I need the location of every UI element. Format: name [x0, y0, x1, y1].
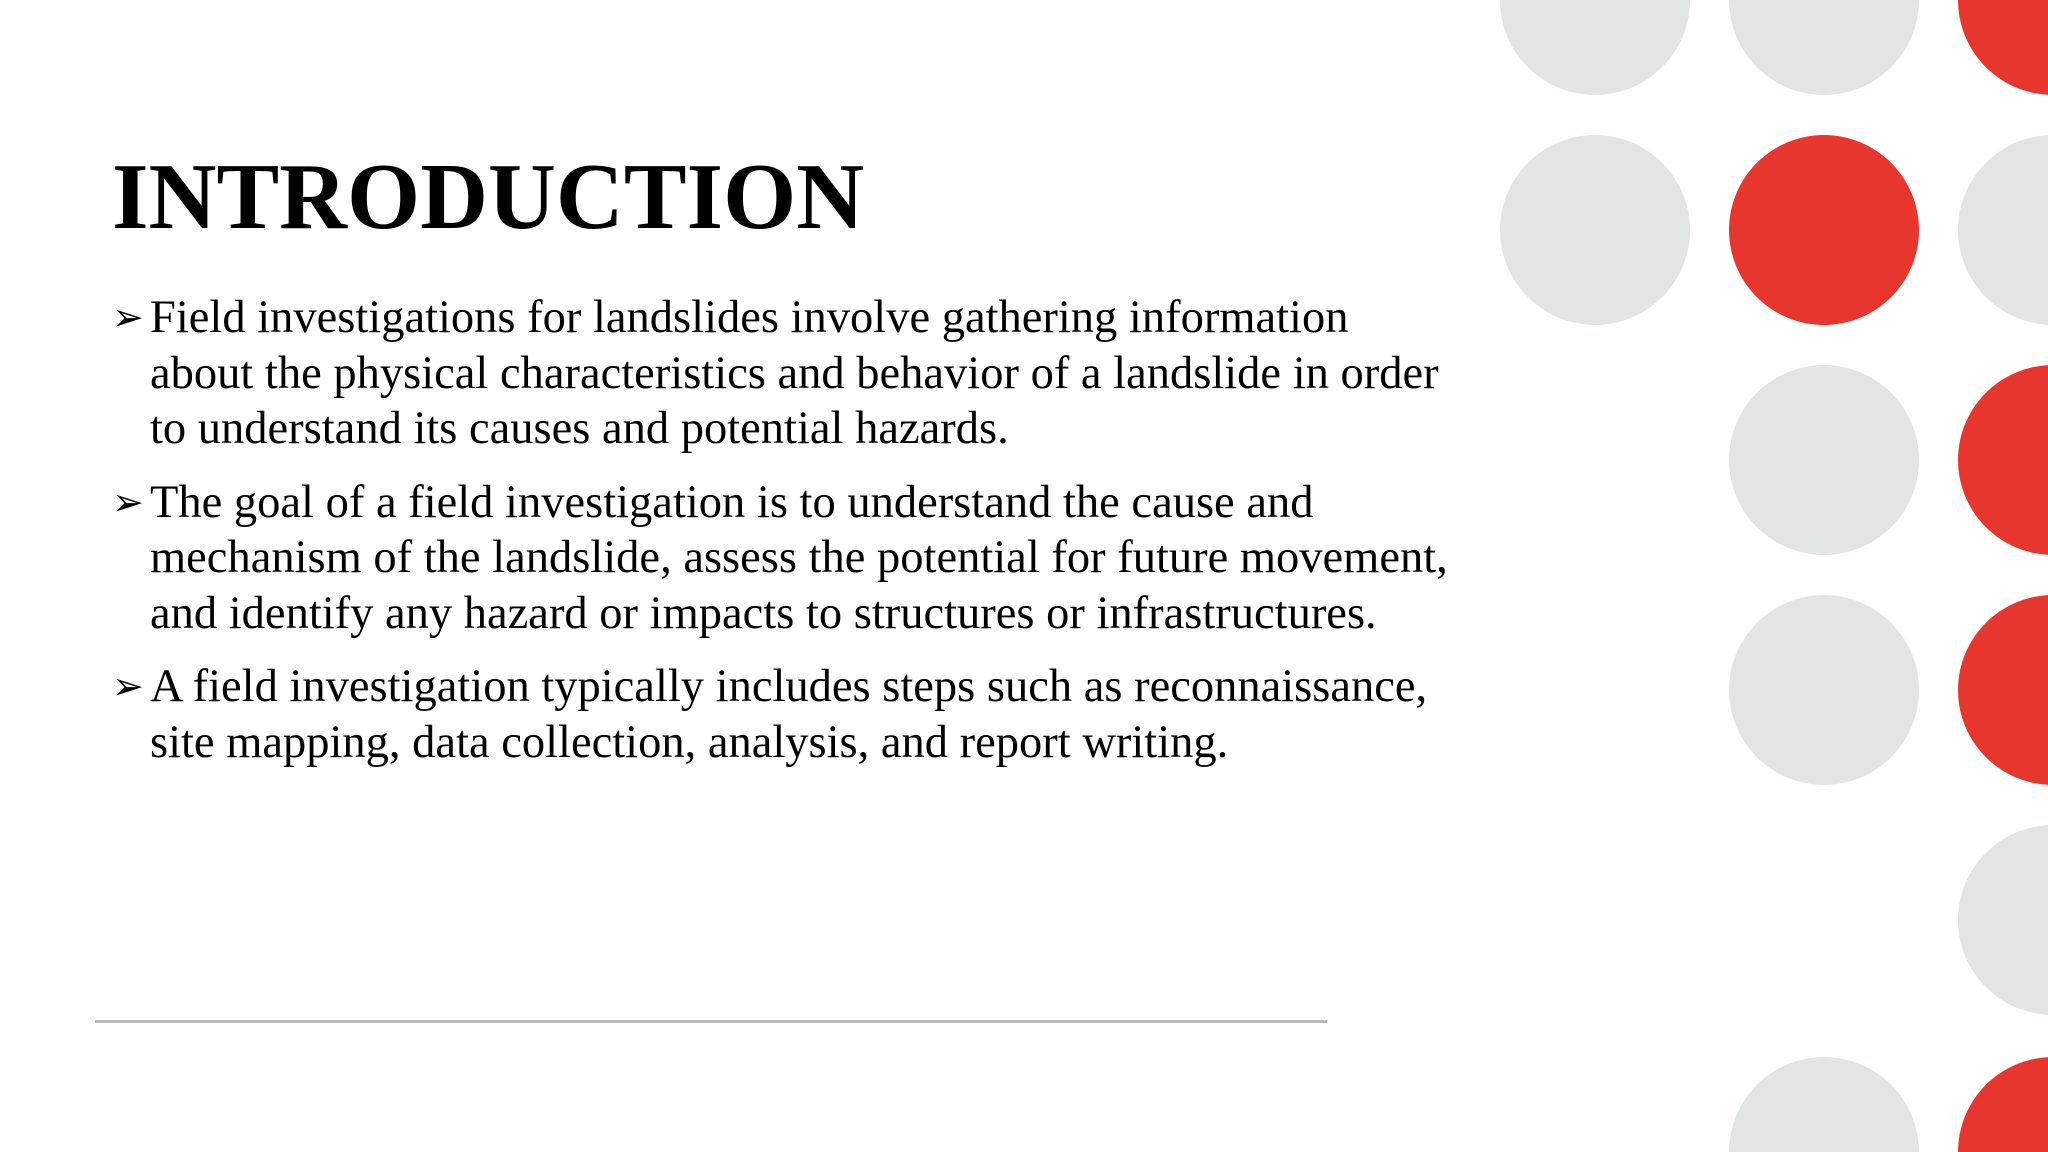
- gray-dot: [1958, 825, 2048, 1015]
- bullet-list: [112, 290, 1452, 788]
- arrow-bullet-icon: ➢: [112, 479, 144, 524]
- red-dot: [1958, 0, 2048, 95]
- bullet-text: A field investigation typically includes steps such as reconnaissance, site mapping, data collection, analysis, and report writing.: [150, 661, 1428, 768]
- red-dot: [1958, 1057, 2048, 1152]
- bullet-text: The goal of a field investigation is to understand the cause and mechanism of the landslide, assess the potential for future movement, and identify any hazard or impacts to structures or infrastructures.: [150, 476, 1448, 639]
- red-dot: [1729, 135, 1919, 325]
- red-dot: [1958, 595, 2048, 785]
- gray-dot: [1729, 0, 1919, 95]
- bullet-item: [112, 659, 1452, 770]
- gray-dot: [1958, 135, 2048, 325]
- bullet-item: [112, 290, 1452, 457]
- gray-dot: [1500, 0, 1690, 95]
- footer-divider: [95, 1020, 1327, 1023]
- red-dot: [1958, 365, 2048, 555]
- gray-dot: [1729, 1057, 1919, 1152]
- bullet-text: Field investigations for landslides involve gathering information about the physical characteristics and behavior of a landslide in order to understand its causes and potential hazards.: [150, 292, 1439, 454]
- gray-dot: [1500, 135, 1690, 325]
- arrow-bullet-icon: ➢: [112, 295, 144, 339]
- bullet-item: [112, 475, 1452, 642]
- slide-title: INTRODUCTION: [112, 145, 865, 249]
- gray-dot: [1729, 595, 1919, 785]
- arrow-bullet-icon: ➢: [112, 664, 144, 708]
- gray-dot: [1729, 365, 1919, 555]
